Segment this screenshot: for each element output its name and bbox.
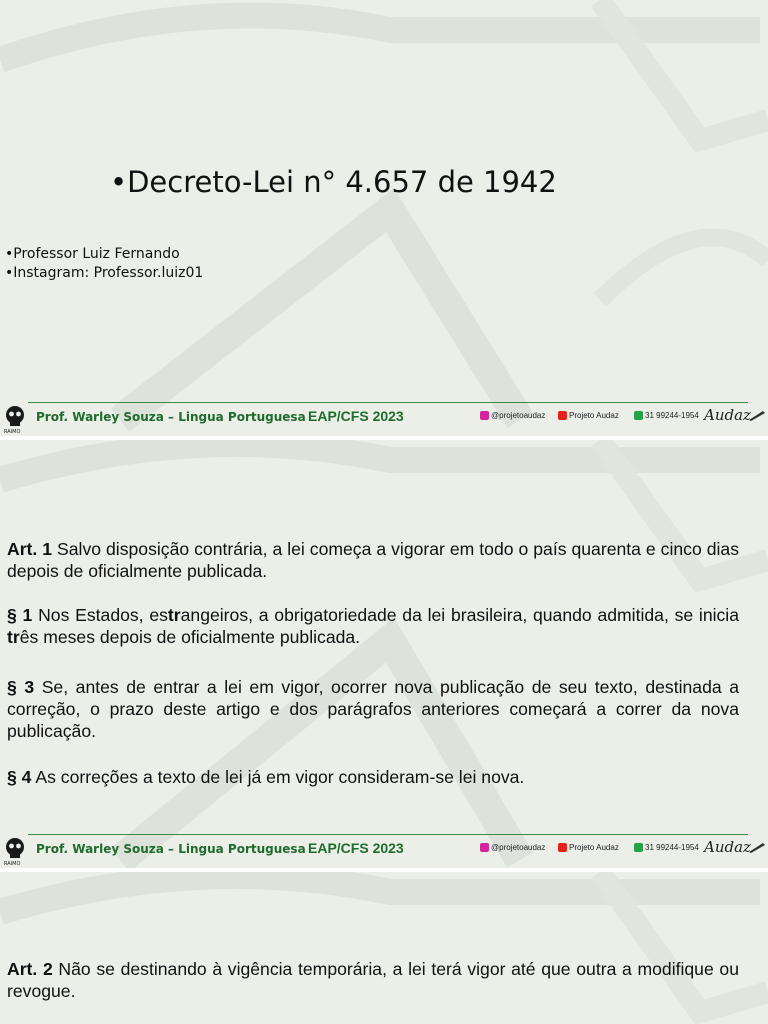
whatsapp-icon — [634, 843, 643, 852]
footer-instagram: @projetoaudaz — [480, 843, 545, 852]
skull-logo-icon — [2, 404, 30, 434]
article-1: Art. 1 Salvo disposição contrária, a lei começa a vigorar em todo o país quarenta e cinco dias depois de oficialmente publicada. — [7, 539, 739, 581]
footer-course: EAP/CFS 2023 — [308, 408, 404, 424]
paragraph-3: § 3 Se, antes de entrar a lei em vigor, ocorrer nova publicação de seu texto, destinada a correção, o prazo deste artigo e dos parágrafos anteriores começará a correr da nova publicação. — [7, 677, 739, 741]
footer-brand-logo: Audaz — [704, 838, 751, 856]
pen-icon — [748, 840, 766, 854]
youtube-icon — [558, 843, 567, 852]
footer-professor: Prof. Warley Souza – Lingua Portuguesa — [36, 410, 306, 424]
paragraph-1: § 1 Nos Estados, estrangeiros, a obrigatoriedade da lei brasileira, quando admitida, se inicia três meses depois de oficialmente publicada. — [7, 605, 739, 647]
footer-course: EAP/CFS 2023 — [308, 840, 404, 856]
slide-articles — [0, 440, 768, 868]
pen-icon — [748, 408, 766, 422]
footer-whatsapp: 31 99244-1954 — [634, 843, 699, 852]
article-label: Art. 1 — [7, 539, 53, 559]
instagram-icon — [480, 411, 489, 420]
presentation-title: •Decreto-Lei n° 4.657 de 1942 — [110, 165, 557, 199]
paragraph-label: § 4 — [7, 767, 32, 787]
paragraph-4: § 4 As correções a texto de lei já em vigor consideram-se lei nova. — [7, 767, 525, 787]
whatsapp-icon — [634, 411, 643, 420]
footer-whatsapp: 31 99244-1954 — [634, 411, 699, 420]
article-label: Art. 2 — [7, 959, 53, 979]
professor-name: •Professor Luiz Fernando — [5, 246, 180, 262]
footer-brand-logo: Audaz — [704, 406, 751, 424]
slide-article-2 — [0, 872, 768, 1024]
watermark-graphic — [0, 440, 768, 868]
svg-text:RAIMO: RAIMO — [4, 861, 21, 866]
footer-professor: Prof. Warley Souza – Lingua Portuguesa — [36, 842, 306, 856]
slide-footer — [0, 402, 768, 436]
article-2: Art. 2 Não se destinando à vigência temporária, a lei terá vigor até que outra a modifique ou revogue. — [7, 959, 739, 1001]
paragraph-label: § 3 — [7, 677, 35, 697]
instagram-handle: •Instagram: Professor.luiz01 — [5, 265, 204, 281]
instagram-icon — [480, 843, 489, 852]
footer-youtube: Projeto Audaz — [558, 843, 619, 852]
footer-youtube: Projeto Audaz — [558, 411, 619, 420]
slide-footer — [0, 834, 768, 868]
skull-logo-icon — [2, 836, 30, 866]
slide-title — [0, 0, 768, 436]
footer-instagram: @projetoaudaz — [480, 411, 545, 420]
footer-rule — [28, 834, 748, 835]
footer-rule — [28, 402, 748, 403]
paragraph-label: § 1 — [7, 605, 33, 625]
youtube-icon — [558, 411, 567, 420]
svg-text:RAIMO: RAIMO — [4, 429, 21, 434]
watermark-graphic — [0, 0, 768, 436]
